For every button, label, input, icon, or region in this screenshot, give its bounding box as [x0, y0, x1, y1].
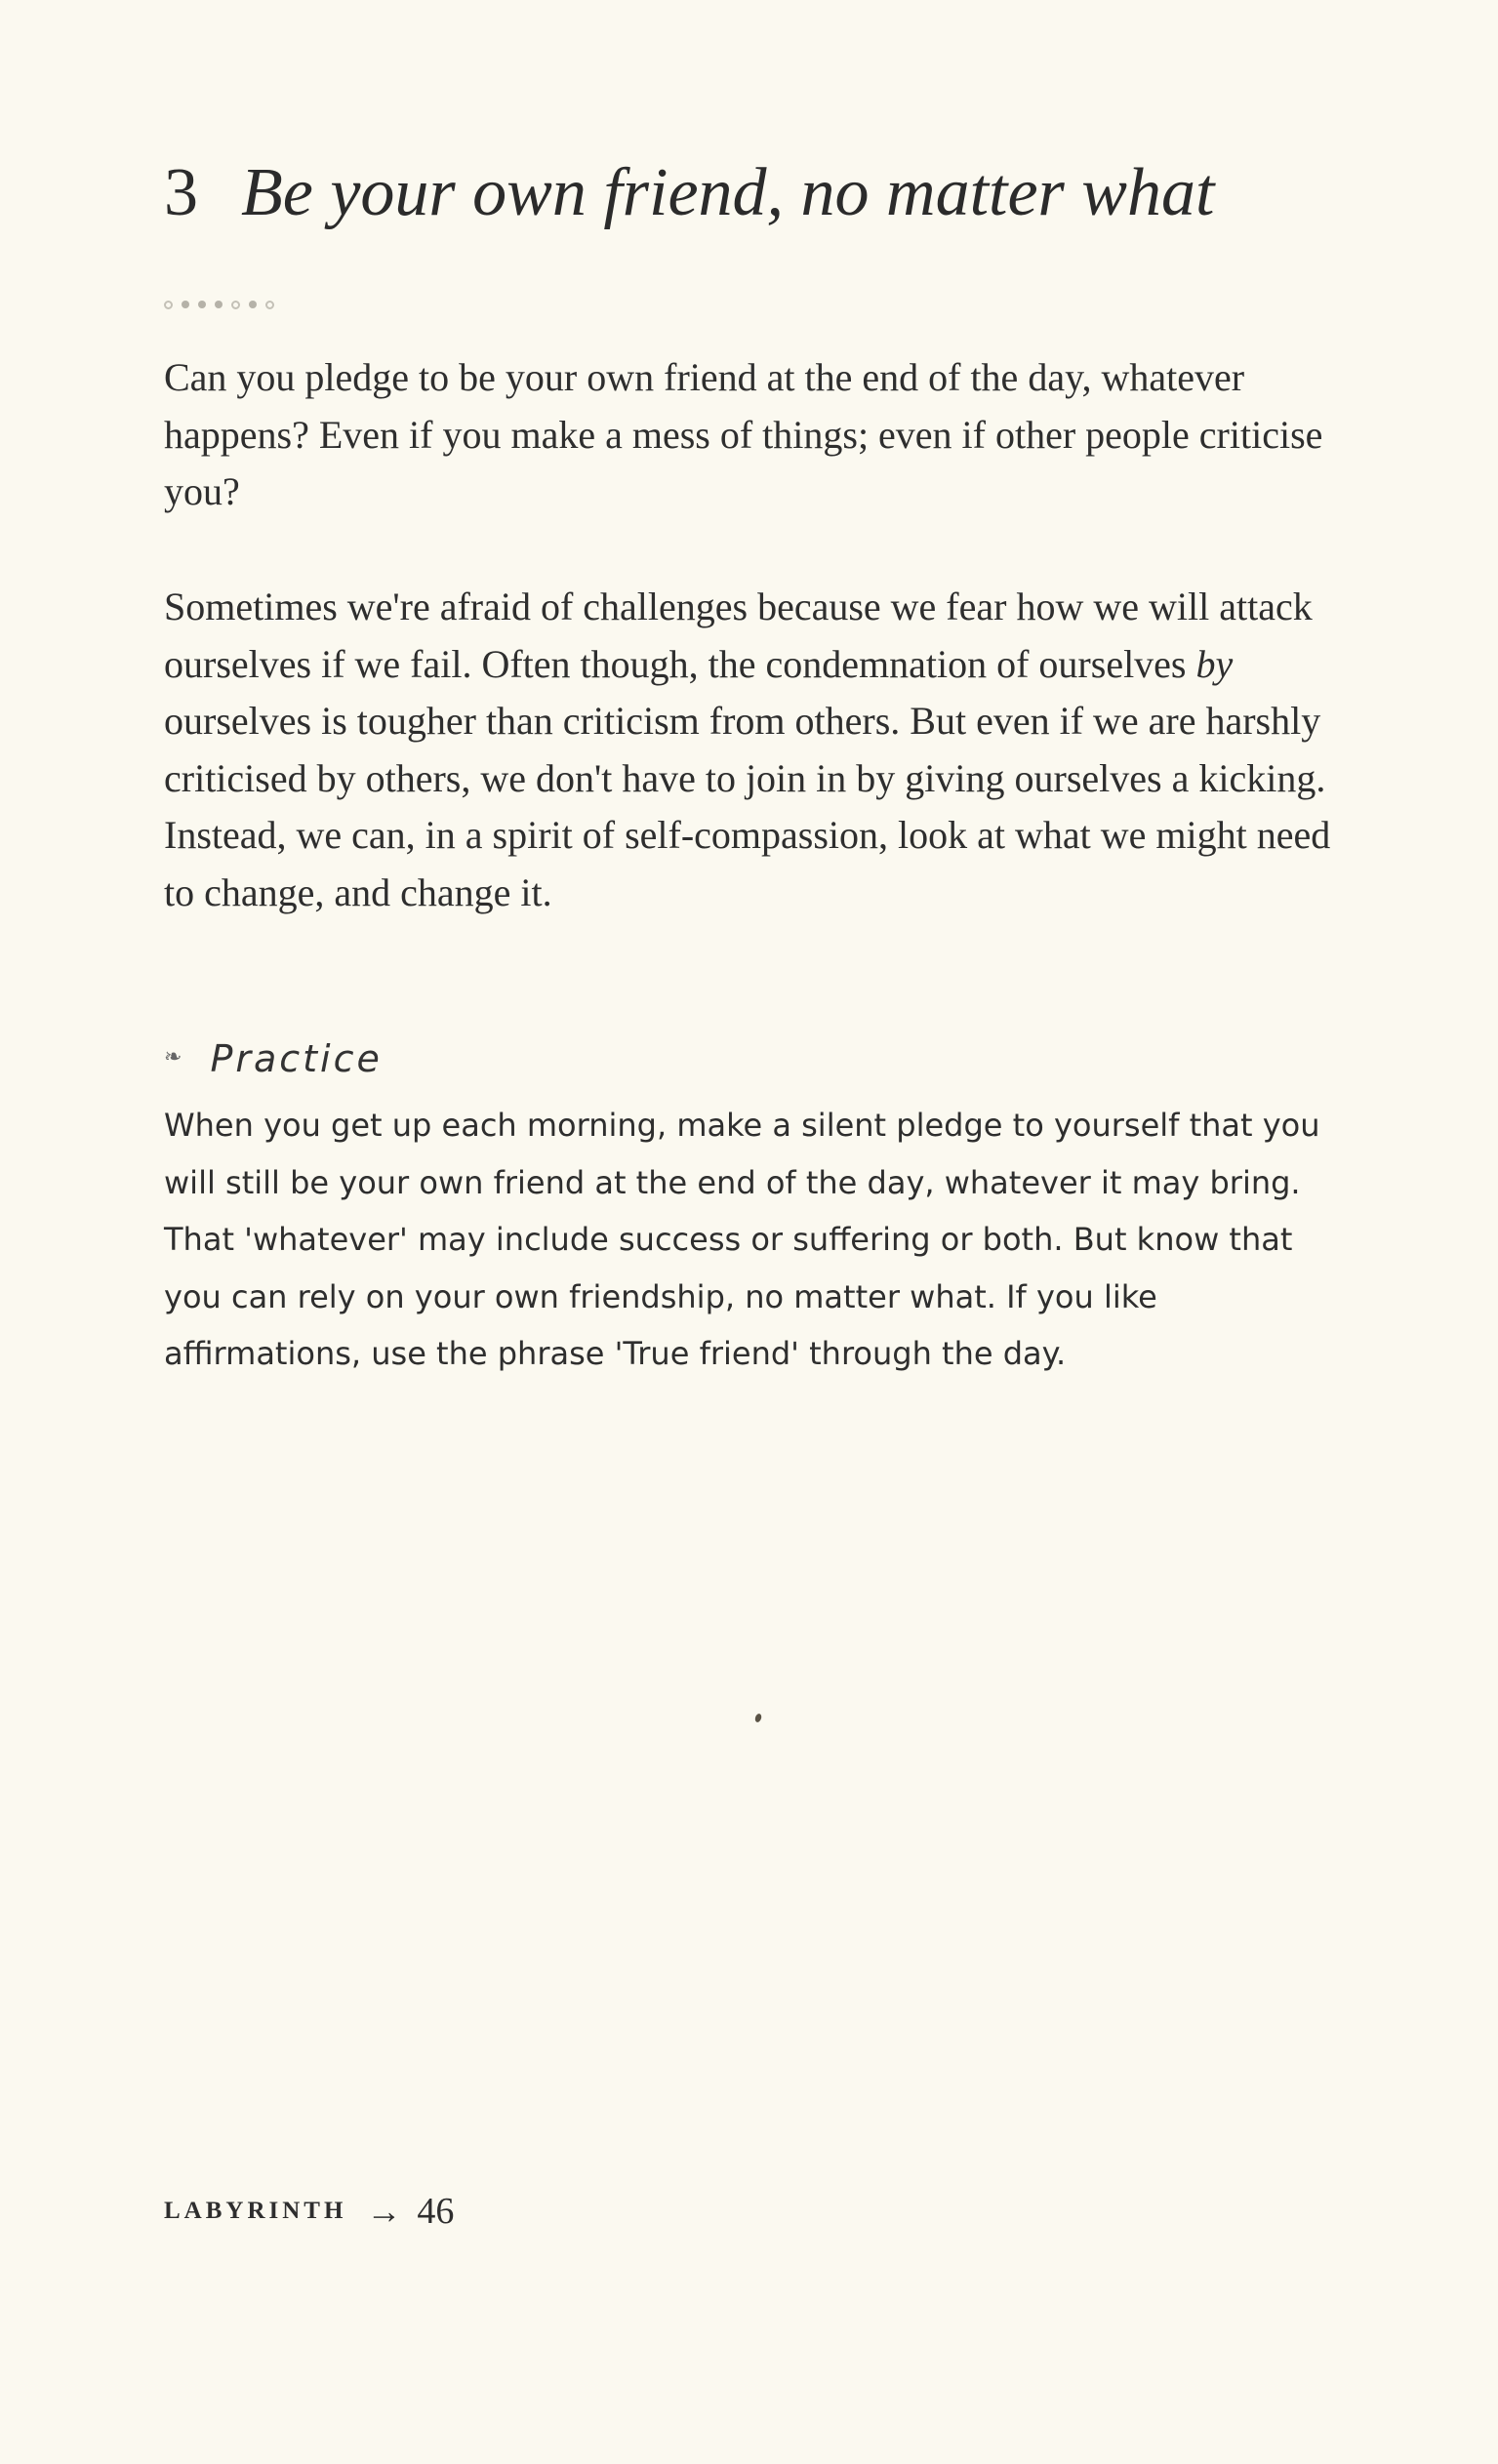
footer-brand: LABYRINTH — [164, 2198, 347, 2224]
emphasis-word: by — [1195, 641, 1234, 686]
page-footer — [164, 2190, 454, 2248]
chapter-heading — [164, 154, 1394, 262]
page-number: 46 — [417, 2191, 455, 2232]
practice-bullet-icon: ❧ — [164, 1045, 185, 1070]
practice-heading — [164, 1037, 383, 1092]
ink-speck — [754, 1713, 763, 1723]
chapter-number: 3 — [164, 155, 198, 230]
practice-heading-label: Practice — [210, 1037, 383, 1080]
decorative-divider — [164, 297, 274, 312]
paragraph-text-after: ourselves is tougher than criticism from others. But even if we are harshly criticised by others, we don't have to join in by giving ourselves a kicking. Instead, we can, in a spirit of self-compassion, look at what we might need to change, and change it. — [164, 699, 1331, 914]
arrow-right-icon: → — [366, 2192, 402, 2231]
paragraph-text-before: Sometimes we're afraid of challenges because we fear how we will attack ourselves if we fail. Often though, the condemnation of ourselves — [164, 585, 1313, 686]
body-paragraph-1: Can you pledge to be your own friend at the end of the day, whatever happens? Even if you make a mess of things; even if other people criticise you? — [164, 355, 1323, 513]
body-paragraph-2 — [164, 579, 1335, 921]
practice-text: When you get up each morning, make a silent pledge to yourself that you will still be your own friend at the end of the day, whatever it may bring. That 'whatever' may include success or suffering or both. But know that you can rely on your own friendship, no matter what. If you like affirmations, use the phrase 'True friend' through the day. — [164, 1107, 1320, 1372]
chapter-title: Be your own friend, no matter what — [241, 155, 1215, 230]
